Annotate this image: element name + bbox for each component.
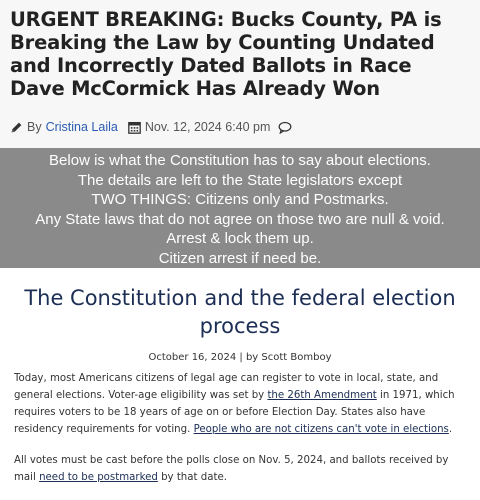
postmarked-link[interactable]: need to be postmarked [39,472,158,483]
overlay-line: Below is what the Constitution has to say about elections. [49,152,431,169]
overlay-line: Arrest & lock them up. [166,230,314,247]
paragraph-text: by that date. [157,472,227,483]
post-headline: URGENT BREAKING: Bucks County, PA is Breaking the Law by Counting Undated and Incorrectly Dated Ballots in Race Dave McCormick Has Already Won [10,8,442,100]
overlay-line: Citizen arrest if need be. [158,249,322,267]
embedded-article [0,268,480,500]
commentary-overlay [0,148,480,268]
article-paragraph [14,370,466,438]
author-link[interactable]: Cristina Laila [45,120,118,134]
article-byline: October 16, 2024 | by Scott Bomboy [148,352,332,363]
paragraph-text: All votes must be cast before the polls close on Nov. 5, 2024, and ballots received by mail [14,455,449,483]
paragraph-text: Today, most Americans citizens of legal age can register to vote in local, state, and general elections. Voter-age eligibility was set by [14,373,439,401]
post-date: Nov. 12, 2024 6:40 pm [144,120,271,134]
comment-bubble-icon[interactable] [278,121,292,134]
overlay-line: The details are left to the State legislators except [77,171,403,189]
26th-amendment-link[interactable]: the 26th Amendment [267,390,377,401]
pencil-icon [10,121,23,134]
paragraph-text: in 1971, which requires voters to be 18 years of age on or before Election Day. States also have residency requirements for voting. [14,390,455,435]
article-title: The Constitution and the federal election process [24,286,456,338]
overlay-line: Any State laws that do not agree on those two are null & void. [35,210,445,228]
article-paragraph [14,452,466,486]
by-label: By [27,120,42,134]
overlay-line: TWO THINGS: Citizens only and Postmarks. [91,191,389,208]
non-citizens-link[interactable]: People who are not citizens can't vote in elections [193,424,449,435]
post-header [0,0,480,148]
post-meta [10,118,292,136]
paragraph-text: . [448,424,453,435]
calendar-icon [128,121,141,134]
